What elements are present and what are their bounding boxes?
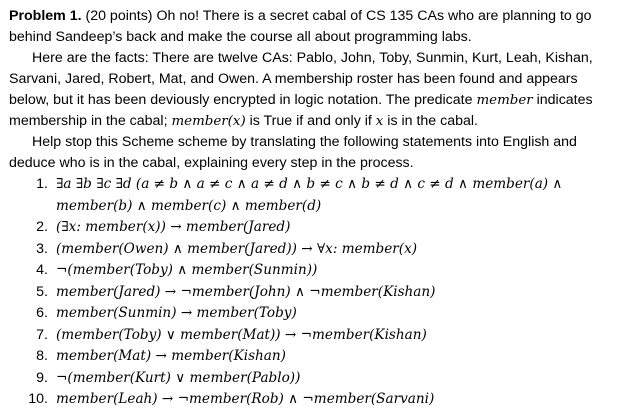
intro-text-1: (20 points) Oh no! There is a secret cabal of CS 135 CAs who are planning to go [81, 8, 592, 24]
statement-7 [9, 325, 629, 347]
statement-formula: (∃x: member(x)) → member(Jared) [56, 219, 291, 235]
statement-5 [9, 282, 629, 304]
statement-formula: (member(Toby) ∨ member(Mat)) → ¬member(Kishan) [56, 326, 427, 343]
facts-line-1: Here are the facts: There are twelve CAs: Pablo, John, Toby, Sunmin, Kurt, Leah, Kishan, [32, 50, 593, 66]
intro-line-2: behind Sandeep’s back and make the course all about programming labs. [9, 29, 472, 45]
statement-4 [9, 260, 629, 282]
statement-number: 8. [36, 348, 48, 364]
statement-8 [9, 346, 629, 368]
statement-formula: member(Sunmin) → member(Toby) [56, 305, 297, 321]
statement-number: 4. [36, 262, 48, 278]
membership-var: x [375, 114, 384, 129]
statement-2 [9, 217, 629, 239]
statement-number: 5. [36, 283, 48, 300]
membership-expr: member(x) [171, 114, 246, 129]
statement-6 [9, 303, 629, 325]
facts-tail: indicates [532, 92, 593, 108]
statement-number: 7. [36, 326, 48, 343]
statement-formula: (member(Owen) ∧ member(Jared)) → ∀x: member(x) [56, 240, 418, 257]
statement-number: 2. [36, 219, 48, 235]
predicate-word: member [476, 93, 533, 108]
membership-b: is True if and only if [245, 113, 376, 129]
statement-number: 1. [36, 176, 48, 192]
statement-formula: member(Jared) → ¬member(John) ∧ ¬member(Kishan) [56, 283, 436, 300]
statement-number: 10. [28, 391, 48, 407]
statement-number: 6. [36, 305, 48, 321]
statement-formula: ¬(member(Kurt) ∨ member(Pablo)) [56, 369, 301, 386]
statement-formula: member(Mat) → member(Kishan) [56, 348, 286, 364]
statement-number: 9. [36, 369, 48, 386]
statement-1 [9, 174, 629, 196]
help-line-1: Help stop this Scheme scheme by translating the following statements into English and [32, 134, 577, 150]
statement-1-continuation: member(b) ∧ member(c) ∧ member(d) [56, 197, 322, 214]
statement-formula: ∃a ∃b ∃c ∃d (a ≠ b ∧ a ≠ c ∧ a ≠ d ∧ b ≠ c ∧ b ≠ d ∧ c ≠ d ∧ member(a) ∧ [56, 176, 563, 192]
facts-text-3: below, but it has been deviously encrypted in logic notation. The predicate [9, 92, 477, 108]
facts-line-3 [9, 90, 629, 111]
facts-line-2: Sarvani, Jared, Robert, Mat, and Owen. A membership roster has been found and appears [9, 71, 578, 87]
statement-formula: ¬(member(Toby) ∧ member(Sunmin)) [56, 262, 318, 278]
membership-c: is in the cabal. [383, 113, 478, 129]
intro-line-1 [9, 6, 629, 27]
statement-3 [9, 239, 629, 261]
statement-number: 3. [36, 240, 48, 257]
problem-label: Problem 1. [9, 8, 82, 24]
statement-10 [9, 389, 629, 411]
membership-a: membership in the cabal; [9, 113, 172, 129]
statement-formula: member(Leah) → ¬member(Rob) ∧ ¬member(Sarvani) [56, 391, 435, 407]
statement-9 [9, 368, 629, 390]
statement-list [9, 174, 629, 411]
help-line-2: deduce who is in the cabal, explaining every step in the process. [9, 155, 414, 171]
membership-line [9, 111, 629, 132]
